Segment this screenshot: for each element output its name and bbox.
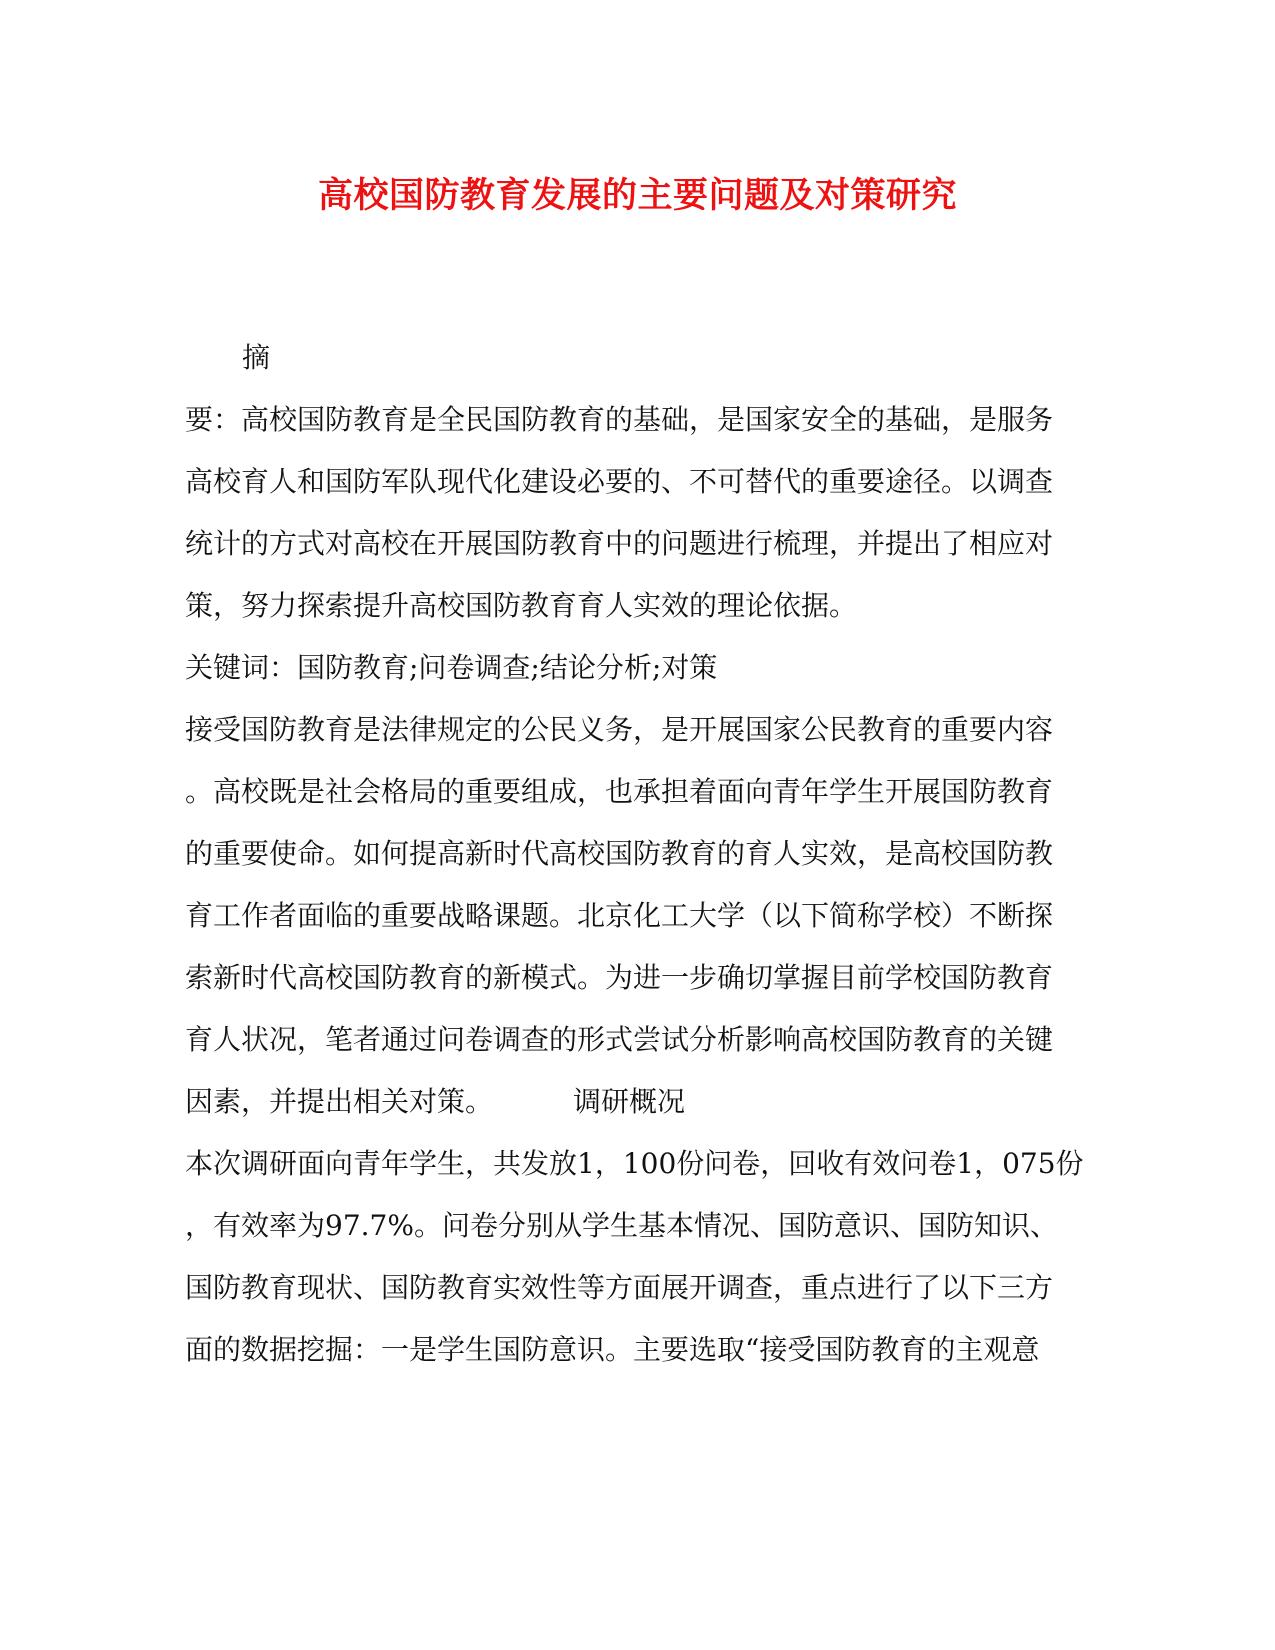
paragraph-line: 策，努力探索提升高校国防教育育人实效的理论依据。 [185,589,858,622]
paragraph-line: 本次调研面向青年学生，共发放1，100份问卷，回收有效问卷1，075份 [185,1147,1084,1180]
paragraph-line: 。高校既是社会格局的重要组成，也承担着面向青年学生开展国防教育 [185,775,1054,808]
section-heading: 调研概况 [573,1085,686,1118]
paragraph-line: 统计的方式对高校在开展国防教育中的问题进行梳理，并提出了相应对 [185,527,1054,560]
paragraph-line: 要：高校国防教育是全民国防教育的基础，是国家安全的基础，是服务 [185,403,1054,436]
paragraph-line-with-heading [185,1084,1085,1120]
paragraph-line: 育人状况，笔者通过问卷调查的形式尝试分析影响高校国防教育的关键 [185,1023,1054,1056]
paragraph-line: 接受国防教育是法律规定的公民义务，是开展国家公民教育的重要内容 [185,713,1054,746]
document-title: 高校国防教育发展的主要问题及对策研究 [317,175,957,216]
paragraph-line: 索新时代高校国防教育的新模式。为进一步确切掌握目前学校国防教育 [185,961,1054,994]
paragraph-line-text: 因素，并提出相关对策。 [185,1085,494,1118]
keywords-line: 关键词：国防教育;问卷调查;结论分析;对策 [185,651,718,684]
paragraph-line: 育工作者面临的重要战略课题。北京化工大学（以下简称学校）不断探 [185,899,1054,932]
paragraph-line: 面的数据挖掘：一是学生国防意识。主要选取“接受国防教育的主观意 [185,1333,1040,1366]
paragraph-line: 国防教育现状、国防教育实效性等方面展开调查，重点进行了以下三方 [185,1271,1054,1304]
paragraph-line: 高校育人和国防军队现代化建设必要的、不可替代的重要途径。以调查 [185,465,1054,498]
paragraph-line: 的重要使命。如何提高新时代高校国防教育的育人实效，是高校国防教 [185,837,1054,870]
paragraph-line: ，有效率为97.7%。问卷分别从学生基本情况、国防意识、国防知识、 [185,1209,1058,1242]
abstract-label: 摘 [242,341,271,374]
